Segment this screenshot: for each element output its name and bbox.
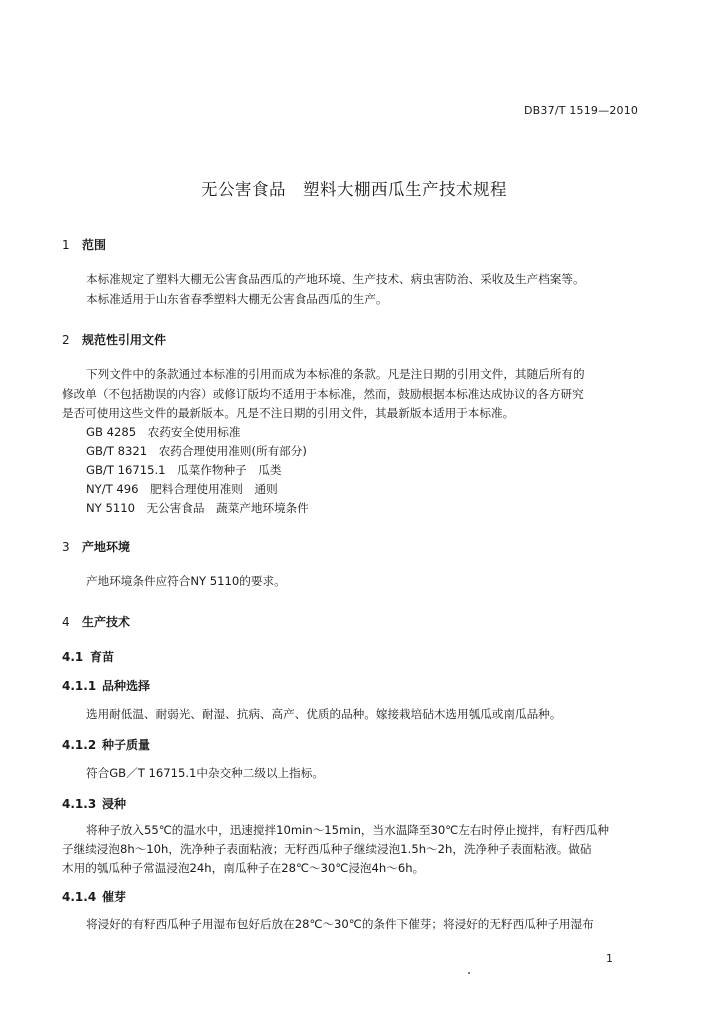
scan-speck [468, 972, 470, 974]
paragraph: 修改单（不包括勘误的内容）或修订版均不适用于本标准，然而，鼓励根据本标准达成协议的各方研究 [62, 387, 584, 401]
paragraph: 是否可使用这些文件的最新版本。凡是不注日期的引用文件，其最新版本适用于本标准。 [62, 406, 515, 420]
section-title: 催芽 [102, 890, 127, 904]
section-title: 生产技术 [82, 615, 131, 629]
paragraph: 产地环境条件应符合NY 5110的要求。 [86, 574, 286, 588]
section-number: 4.1.2 [62, 738, 97, 752]
section-number: 4 [62, 615, 70, 629]
reference-item: GB 4285 农药安全使用标准 [86, 425, 241, 439]
section-number: 4.1.3 [62, 797, 97, 811]
reference-item: GB/T 16715.1 瓜菜作物种子 瓜类 [86, 463, 282, 477]
section-number: 3 [62, 540, 70, 554]
paragraph: 子继续浸泡8h～10h，洗净种子表面粘液；无籽西瓜种子继续浸泡1.5h～2h，洗净种子表面粘液。做砧 [62, 842, 592, 856]
section-title: 产地环境 [82, 540, 131, 554]
paragraph: 木用的瓠瓜种子常温浸泡24h，南瓜种子在28℃～30℃浸泡4h～6h。 [62, 861, 425, 875]
section-4-1-4-heading [62, 888, 126, 905]
section-2-heading [62, 331, 166, 348]
section-4-heading [62, 613, 130, 630]
section-number: 1 [62, 238, 70, 252]
section-title: 种子质量 [102, 738, 151, 752]
section-4-1-1-heading [62, 677, 150, 694]
paragraph: 本标准适用于山东省春季塑料大棚无公害食品西瓜的生产。 [86, 292, 388, 306]
section-title: 范围 [82, 238, 107, 252]
page-number: 1 [606, 952, 613, 965]
section-number: 4.1.4 [62, 890, 97, 904]
reference-item: GB/T 8321 农药合理使用准则(所有部分) [86, 444, 307, 458]
section-4-1-3-heading [62, 795, 126, 812]
paragraph: 下列文件中的条款通过本标准的引用而成为本标准的条款。凡是注日期的引用文件，其随后所有的 [86, 367, 585, 381]
section-4-1-heading [62, 648, 114, 665]
section-title: 品种选择 [102, 679, 151, 693]
section-1-heading [62, 236, 106, 253]
section-number: 4.1 [62, 650, 84, 664]
section-4-1-2-heading [62, 736, 150, 753]
standard-code: DB37/T 1519—2010 [524, 104, 639, 117]
paragraph: 符合GB／T 16715.1中杂交种二级以上指标。 [86, 766, 324, 780]
section-title: 浸种 [102, 797, 127, 811]
section-3-heading [62, 538, 130, 555]
section-number: 2 [62, 333, 70, 347]
reference-item: NY/T 496 肥料合理使用准则 通则 [86, 482, 278, 496]
document-title: 无公害食品 塑料大棚西瓜生产技术规程 [201, 180, 507, 199]
paragraph: 将种子放入55℃的温水中，迅速搅拌10min～15min，当水温降至30℃左右时停止搅拌，有籽西瓜种 [86, 823, 609, 837]
reference-item: NY 5110 无公害食品 蔬菜产地环境条件 [86, 501, 309, 515]
paragraph: 选用耐低温、耐弱光、耐湿、抗病、高产、优质的品种。嫁接栽培砧木选用瓠瓜或南瓜品种。 [86, 707, 562, 721]
paragraph: 本标准规定了塑料大棚无公害食品西瓜的产地环境、生产技术、病虫害防治、采收及生产档案等。 [86, 272, 585, 286]
section-number: 4.1.1 [62, 679, 97, 693]
section-title: 育苗 [90, 650, 115, 664]
section-title: 规范性引用文件 [82, 333, 167, 347]
paragraph: 将浸好的有籽西瓜种子用湿布包好后放在28℃～30℃的条件下催芽；将浸好的无籽西瓜种子用湿布 [86, 917, 594, 931]
